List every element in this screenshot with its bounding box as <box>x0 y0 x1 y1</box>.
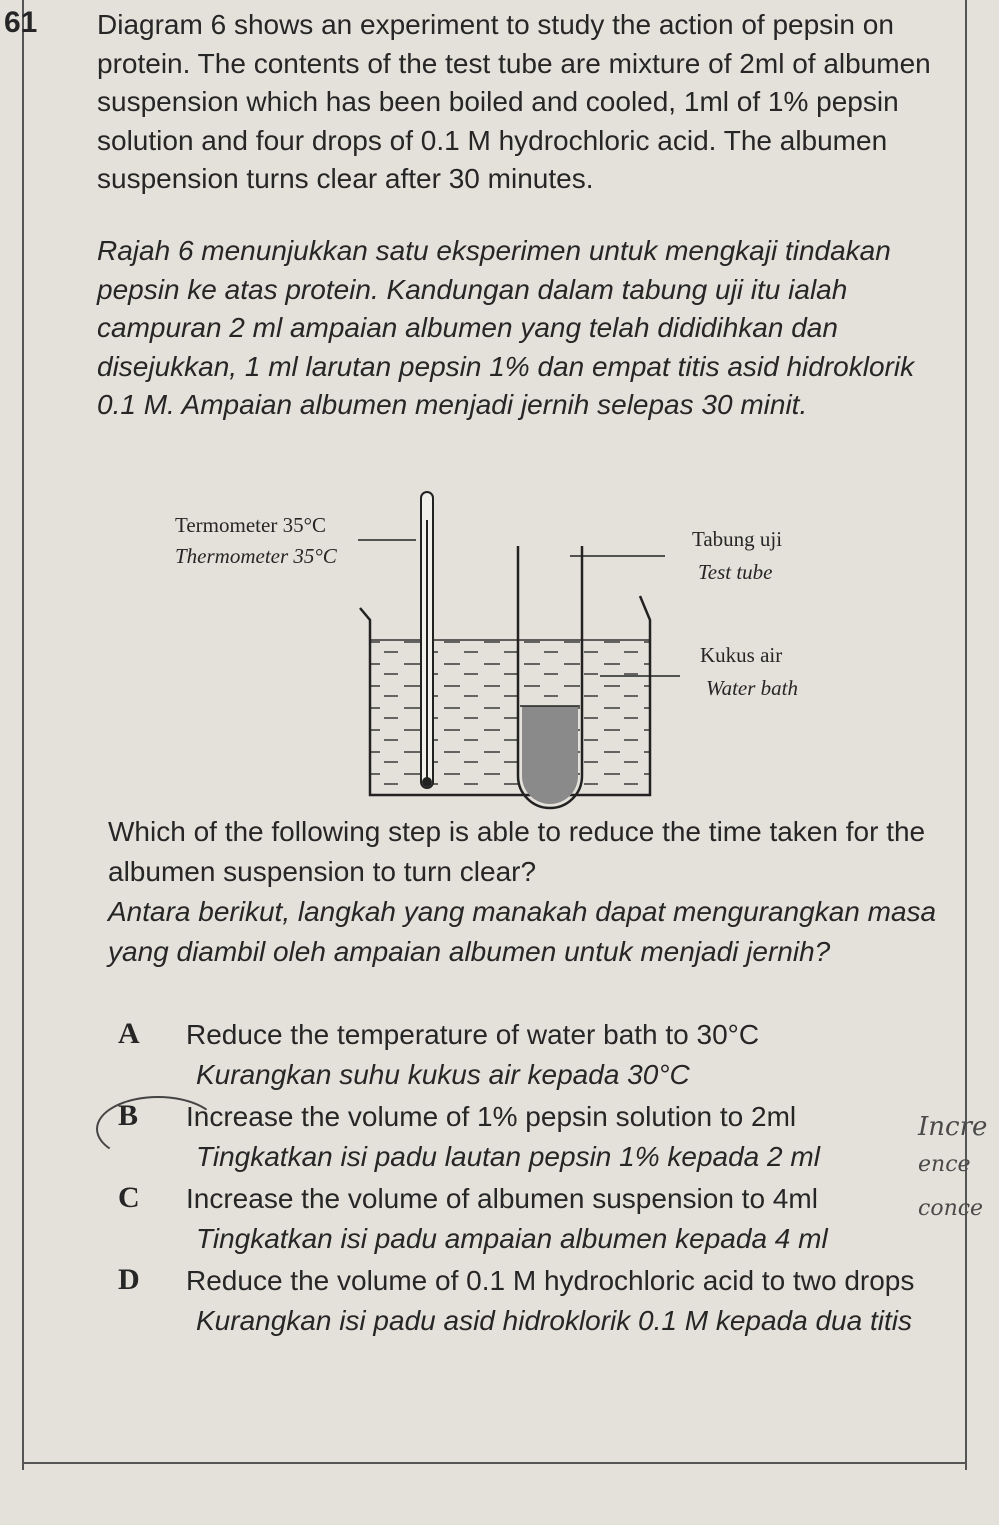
option-text-malay: Tingkatkan isi padu lautan pepsin 1% kepada 2 ml <box>196 1141 820 1172</box>
stem-english: Diagram 6 shows an experiment to study the action of pepsin on protein. The contents of the test tube are mixture of 2ml of albumen suspension which has been boiled and cooled, 1ml of 1% pepsin solution and four drops of 0.1 M hydrochloric acid. The albumen suspension turns clear after 30 minutes. <box>97 9 931 194</box>
question <box>108 812 958 972</box>
label-thermometer-ms: Termometer 35°C <box>175 513 326 537</box>
option-letter: B <box>118 1099 139 1132</box>
option-d[interactable] <box>118 1261 958 1341</box>
answer-options <box>118 1015 958 1343</box>
option-c[interactable] <box>118 1179 958 1259</box>
label-water-bath-en: Water bath <box>706 676 798 700</box>
water-bath-water <box>370 640 650 790</box>
page-border-bottom <box>22 1462 967 1464</box>
question-number: 61 <box>4 6 38 39</box>
option-letter: D <box>118 1263 140 1296</box>
label-thermometer-en: Thermometer 35°C <box>175 544 337 568</box>
label-test-tube-ms: Tabung uji <box>692 527 783 551</box>
handwritten-note-1: Incre <box>918 1112 988 1142</box>
handwritten-note-2: ence <box>918 1152 971 1177</box>
thermometer-bulb <box>422 777 432 787</box>
experiment-diagram <box>160 480 840 820</box>
question-english: Which of the following step is able to reduce the time taken for the albumen suspension to turn clear? <box>108 816 926 887</box>
option-a[interactable] <box>118 1015 958 1095</box>
option-text-malay: Kurangkan isi padu asid hidroklorik 0.1 M kepada dua titis <box>196 1305 912 1336</box>
option-text-english: Reduce the volume of 0.1 M hydrochloric acid to two drops <box>186 1265 915 1296</box>
label-water-bath-ms: Kukus air <box>700 643 783 667</box>
albumen-mixture <box>522 706 578 776</box>
page-border-right <box>965 0 967 1470</box>
option-letter: A <box>118 1017 140 1050</box>
question-malay: Antara berikut, langkah yang manakah dapat mengurangkan masa yang diambil oleh ampaian albumen untuk menjadi jernih? <box>108 896 937 967</box>
handwritten-note-3: conce <box>918 1196 984 1221</box>
option-text-english: Increase the volume of albumen suspension to 4ml <box>186 1183 818 1214</box>
option-text-malay: Tingkatkan isi padu ampaian albumen kepada 4 ml <box>196 1223 828 1254</box>
option-text-malay: Kurangkan suhu kukus air kepada 30°C <box>196 1059 690 1090</box>
page-border-left <box>22 0 24 1470</box>
stem-malay: Rajah 6 menunjukkan satu eksperimen untuk mengkaji tindakan pepsin ke atas protein. Kandungan dalam tabung uji itu ialah campuran 2 ml ampaian albumen yang telah dididihkan dan disejukkan, 1 ml larutan pepsin 1% dan empat titis asid hidroklorik 0.1 M. Ampaian albumen menjadi jernih selepas 30 minit. <box>97 235 915 420</box>
option-text-english: Reduce the temperature of water bath to 30°C <box>186 1019 760 1050</box>
option-b[interactable] <box>118 1097 958 1177</box>
option-text-english: Increase the volume of 1% pepsin solution to 2ml <box>186 1101 797 1132</box>
answer-circle-mark <box>96 1096 220 1162</box>
option-letter: C <box>118 1181 140 1214</box>
label-test-tube-en: Test tube <box>698 560 773 584</box>
